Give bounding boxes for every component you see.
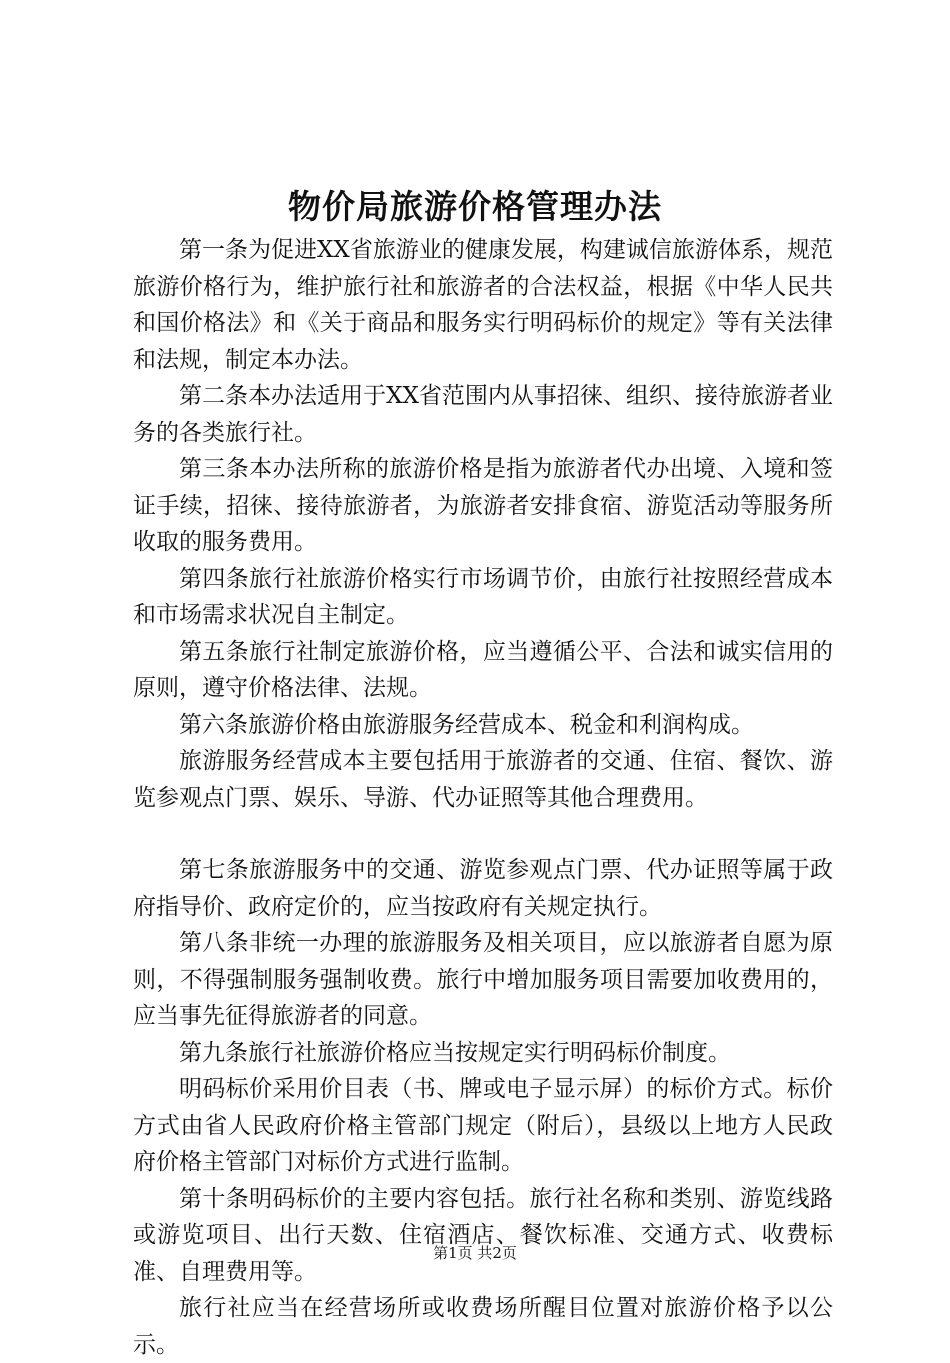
article-1-paragraph: 第一条为促进XX省旅游业的健康发展，构建诚信旅游体系，规范旅游价格行为，维护旅行社和旅游者的合法权益，根据《中华人民共和国价格法》和《关于商品和服务实行明码标价的规定》等有关法律和法规，制定本办法。 <box>133 237 833 373</box>
document-body <box>133 232 833 1363</box>
document-title: 物价局旅游价格管理办法 <box>288 187 662 226</box>
public-notice-paragraph: 旅行社应当在经营场所或收费场所醒目位置对旅游价格予以公示。 <box>133 1295 833 1358</box>
article-4-paragraph: 第四条旅行社旅游价格实行市场调节价，由旅行社按照经营成本和市场需求状况自主制定。 <box>133 565 833 628</box>
page-number-footer: 第1页 共2页 <box>433 1244 517 1262</box>
price-tag-method-paragraph: 明码标价采用价目表（书、牌或电子显示屏）的标价方式。标价方式由省人民政府价格主管部门规定（附后），县级以上地方人民政府价格主管部门对标价方式进行监制。 <box>133 1076 833 1175</box>
article-2-paragraph: 第二条本办法适用于XX省范围内从事招徕、组织、接待旅游者业务的各类旅行社。 <box>133 383 833 446</box>
article-7-paragraph: 第七条旅游服务中的交通、游览参观点门票、代办证照等属于政府指导价、政府定价的，应当按政府有关规定执行。 <box>133 857 833 920</box>
paragraph-spacer <box>133 816 833 852</box>
article-8-paragraph: 第八条非统一办理的旅游服务及相关项目，应以旅游者自愿为原则，不得强制服务强制收费。旅行中增加服务项目需要加收费用的，应当事先征得旅游者的同意。 <box>133 930 833 1029</box>
article-6-paragraph: 第六条旅游价格由旅游服务经营成本、税金和利润构成。 <box>179 711 754 738</box>
article-9-paragraph: 第九条旅行社旅游价格应当按规定实行明码标价制度。 <box>179 1039 731 1066</box>
operating-cost-paragraph: 旅游服务经营成本主要包括用于旅游者的交通、住宿、餐饮、游览参观点门票、娱乐、导游、代办证照等其他合理费用。 <box>133 748 833 811</box>
article-10-paragraph: 第十条明码标价的主要内容包括。旅行社名称和类别、游览线路或游览项目、出行天数、住宿酒店、餐饮标准、交通方式、收费标准、自理费用等。 <box>133 1185 833 1285</box>
article-3-paragraph: 第三条本办法所称的旅游价格是指为旅游者代办出境、入境和签证手续，招徕、接待旅游者，为旅游者安排食宿、游览活动等服务所收取的服务费用。 <box>133 456 833 555</box>
article-5-paragraph: 第五条旅行社制定旅游价格，应当遵循公平、合法和诚实信用的原则，遵守价格法律、法规。 <box>133 638 833 701</box>
